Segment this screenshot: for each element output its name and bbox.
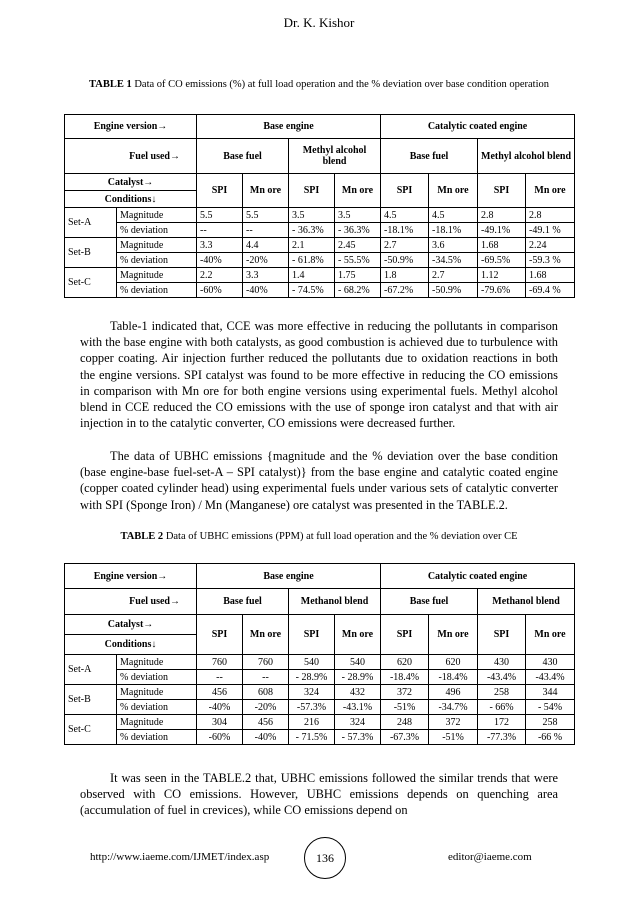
table-cell: -40% (197, 253, 243, 268)
table-cell: 344 (526, 685, 575, 700)
table-cell: 248 (381, 715, 429, 730)
fuel-header: Base fuel (381, 589, 478, 615)
catalyst-col: Mn ore (243, 174, 289, 208)
table-cell: - 28.9% (289, 670, 335, 685)
table-cell: - 36.3% (289, 223, 335, 238)
fuel-used-header: Fuel used→ (65, 139, 197, 174)
set-label: Set-C (65, 268, 117, 298)
table1 (64, 114, 575, 298)
row-label: Magnitude (117, 685, 197, 700)
table-cell: - 66% (478, 700, 526, 715)
table-row (65, 730, 575, 745)
table-cell: -40% (197, 700, 243, 715)
table-cell: -67.3% (381, 730, 429, 745)
table-cell: -59.3 % (526, 253, 575, 268)
table2-caption-text: Data of UBHC emissions (PPM) at full load operation and the % deviation over CE (165, 531, 518, 542)
table-cell: 3.3 (197, 238, 243, 253)
table-cell: 2.8 (478, 208, 526, 223)
table-cell: -57.3% (289, 700, 335, 715)
fuel-header: Methyl alcohol blend (289, 139, 381, 174)
table-cell: 540 (289, 655, 335, 670)
table-cell: -51% (429, 730, 478, 745)
table-cell: 1.75 (335, 268, 381, 283)
base-engine-header: Base engine (197, 115, 381, 139)
table-cell: 216 (289, 715, 335, 730)
conditions-header: Conditions↓ (65, 191, 197, 208)
table-cell: 620 (381, 655, 429, 670)
table-row (65, 670, 575, 685)
table-row (65, 283, 575, 298)
table-row (65, 715, 575, 730)
table-cell: 432 (335, 685, 381, 700)
fuel-header: Methanol blend (289, 589, 381, 615)
table-cell: -49.1 % (526, 223, 575, 238)
catalyst-col: SPI (478, 615, 526, 655)
table-cell: 1.68 (478, 238, 526, 253)
row-label: Magnitude (117, 238, 197, 253)
row-label: Magnitude (117, 268, 197, 283)
table-cell: 2.7 (381, 238, 429, 253)
table-cell: 3.3 (243, 268, 289, 283)
table-cell: -- (243, 223, 289, 238)
table-cell: 172 (478, 715, 526, 730)
table-cell: -20% (243, 700, 289, 715)
table-cell: 760 (197, 655, 243, 670)
table-cell: 496 (429, 685, 478, 700)
row-label: % deviation (117, 223, 197, 238)
fuel-header: Base fuel (381, 139, 478, 174)
table2 (64, 563, 575, 745)
table-cell: 430 (478, 655, 526, 670)
table-cell: 1.4 (289, 268, 335, 283)
set-label: Set-B (65, 238, 117, 268)
paragraph-2-text: The data of UBHC emissions {magnitude and the % deviation over the base condition (base engine-base fuel-set-A – SPI catalyst)} from the base engine and catalytic coated engine (copper coated cylinder head) using experimental fuels under various sets of catalytic converter with SPI (Sponge Iron) / Mn (Manganese) ore catalyst was presented in the TABLE.2. (80, 449, 558, 512)
table-cell: -- (197, 223, 243, 238)
paragraph-3 (80, 770, 558, 819)
catalyst-col: Mn ore (429, 615, 478, 655)
table-cell: 2.2 (197, 268, 243, 283)
table-cell: - 54% (526, 700, 575, 715)
table-cell: 540 (335, 655, 381, 670)
table-cell: -20% (243, 253, 289, 268)
table-cell: -- (243, 670, 289, 685)
table-cell: -49.1% (478, 223, 526, 238)
table-cell: - 57.3% (335, 730, 381, 745)
catalyst-col: Mn ore (243, 615, 289, 655)
table-cell: -40% (243, 730, 289, 745)
table-cell: 620 (429, 655, 478, 670)
table-cell: -69.4 % (526, 283, 575, 298)
row-label: % deviation (117, 283, 197, 298)
table-cell: -69.5% (478, 253, 526, 268)
footer-email[interactable]: editor@iaeme.com (448, 851, 532, 863)
catalyst-col: SPI (381, 615, 429, 655)
table-cell: 5.5 (197, 208, 243, 223)
paragraph-1-text: Table-1 indicated that, CCE was more effective in reducing the pollutants in comparison with the base engine with both catalysts, as good combustion is achieved due to turbulence with copper coating. Air injection further reduced the pollutants due to oxidation reactions in both the engine versions. SPI catalyst was found to be more effective in reducing the CO emissions in comparison with Mn ore for both engine versions using experimental fuels. Methyl alcohol blend in CCE reduced the CO emissions with the use of sponge iron catalyst and that with air injection in to the catalytic converter, CO emissions were decreased further. (80, 319, 558, 431)
table-cell: -43.4% (526, 670, 575, 685)
table-cell: -18.1% (429, 223, 478, 238)
base-engine-header: Base engine (197, 564, 381, 589)
table-cell: - 28.9% (335, 670, 381, 685)
table-cell: 324 (289, 685, 335, 700)
table-cell: 608 (243, 685, 289, 700)
table-cell: 2.45 (335, 238, 381, 253)
table-cell: 760 (243, 655, 289, 670)
table-cell: 1.68 (526, 268, 575, 283)
table-row (65, 208, 575, 223)
table-cell: 430 (526, 655, 575, 670)
catalyst-col: Mn ore (526, 174, 575, 208)
table-cell: 2.7 (429, 268, 478, 283)
table-cell: 456 (197, 685, 243, 700)
footer-url[interactable]: http://www.iaeme.com/IJMET/index.asp (90, 851, 270, 863)
catalyst-col: Mn ore (335, 615, 381, 655)
table-cell: -60% (197, 730, 243, 745)
table2-caption-label: TABLE 2 (120, 531, 164, 542)
table-cell: - 71.5% (289, 730, 335, 745)
table-cell: -79.6% (478, 283, 526, 298)
table-row (65, 685, 575, 700)
table-cell: -18.4% (429, 670, 478, 685)
table-cell: 3.6 (429, 238, 478, 253)
fuel-header: Methyl alcohol blend (478, 139, 575, 174)
row-label: % deviation (117, 670, 197, 685)
table-cell: 324 (335, 715, 381, 730)
table-cell: 258 (478, 685, 526, 700)
set-label: Set-A (65, 208, 117, 238)
table-cell: -34.5% (429, 253, 478, 268)
table-cell: -60% (197, 283, 243, 298)
table-cell: -77.3% (478, 730, 526, 745)
paragraph-3-text: It was seen in the TABLE.2 that, UBHC emissions followed the similar trends that were observed with CO emissions. However, UBHC emissions depends on quenching area (accumulation of fuel in crevices), while CO emissions depend on (80, 771, 558, 818)
table-cell: 2.1 (289, 238, 335, 253)
table-row (65, 238, 575, 253)
catalyst-col: Mn ore (526, 615, 575, 655)
table2-caption (80, 530, 558, 543)
table-cell: -40% (243, 283, 289, 298)
table-cell: 3.5 (289, 208, 335, 223)
fuel-header: Methanol blend (478, 589, 575, 615)
table-cell: -66 % (526, 730, 575, 745)
catalyst-col: SPI (478, 174, 526, 208)
table-cell: -18.1% (381, 223, 429, 238)
row-label: % deviation (117, 700, 197, 715)
fuel-used-header: Fuel used→ (65, 589, 197, 615)
table-cell: 304 (197, 715, 243, 730)
catalyst-header: Catalyst→ (65, 615, 197, 635)
set-label: Set-C (65, 715, 117, 745)
table1-caption-label: TABLE 1 (89, 79, 132, 90)
row-label: % deviation (117, 730, 197, 745)
set-label: Set-B (65, 685, 117, 715)
table-cell: - 61.8% (289, 253, 335, 268)
table-cell: -- (197, 670, 243, 685)
table-row (65, 253, 575, 268)
table-cell: - 36.3% (335, 223, 381, 238)
table-cell: 4.5 (381, 208, 429, 223)
table-cell: 5.5 (243, 208, 289, 223)
row-label: Magnitude (117, 715, 197, 730)
paragraph-1 (80, 318, 558, 431)
catalyst-col: SPI (289, 174, 335, 208)
table-cell: 372 (429, 715, 478, 730)
row-label: Magnitude (117, 208, 197, 223)
table-cell: 1.12 (478, 268, 526, 283)
engine-version-header: Engine version→ (65, 564, 197, 589)
catalyst-col: SPI (381, 174, 429, 208)
table-cell: -50.9% (381, 253, 429, 268)
table-cell: -43.4% (478, 670, 526, 685)
table-cell: -18.4% (381, 670, 429, 685)
catalyst-header: Catalyst→ (65, 174, 197, 191)
catalyst-col: Mn ore (429, 174, 478, 208)
row-label: Magnitude (117, 655, 197, 670)
table-cell: -34.7% (429, 700, 478, 715)
cce-header: Catalytic coated engine (381, 115, 575, 139)
table-cell: -50.9% (429, 283, 478, 298)
running-header: Dr. K. Kishor (283, 15, 355, 30)
page-number: 136 (304, 837, 346, 879)
table-cell: 4.5 (429, 208, 478, 223)
row-label: % deviation (117, 253, 197, 268)
table-cell: 456 (243, 715, 289, 730)
table-cell: -67.2% (381, 283, 429, 298)
catalyst-col: SPI (197, 174, 243, 208)
table-cell: - 55.5% (335, 253, 381, 268)
catalyst-col: Mn ore (335, 174, 381, 208)
table-cell: - 68.2% (335, 283, 381, 298)
table-cell: 3.5 (335, 208, 381, 223)
fuel-header: Base fuel (197, 139, 289, 174)
conditions-header: Conditions↓ (65, 635, 197, 655)
table-cell: 1.8 (381, 268, 429, 283)
table-cell: 4.4 (243, 238, 289, 253)
catalyst-col: SPI (289, 615, 335, 655)
table-row (65, 700, 575, 715)
catalyst-col: SPI (197, 615, 243, 655)
table-cell: -51% (381, 700, 429, 715)
table-cell: 2.24 (526, 238, 575, 253)
table-cell: - 74.5% (289, 283, 335, 298)
table-cell: 2.8 (526, 208, 575, 223)
table-cell: 258 (526, 715, 575, 730)
table-cell: 372 (381, 685, 429, 700)
table-row (65, 268, 575, 283)
paragraph-2 (80, 448, 558, 513)
table-row (65, 223, 575, 238)
fuel-header: Base fuel (197, 589, 289, 615)
table-cell: -43.1% (335, 700, 381, 715)
set-label: Set-A (65, 655, 117, 685)
table-row (65, 655, 575, 670)
engine-version-header: Engine version→ (65, 115, 197, 139)
cce-header: Catalytic coated engine (381, 564, 575, 589)
table1-caption (80, 78, 558, 91)
table1-caption-text: Data of CO emissions (%) at full load operation and the % deviation over base condition operation (134, 79, 549, 90)
